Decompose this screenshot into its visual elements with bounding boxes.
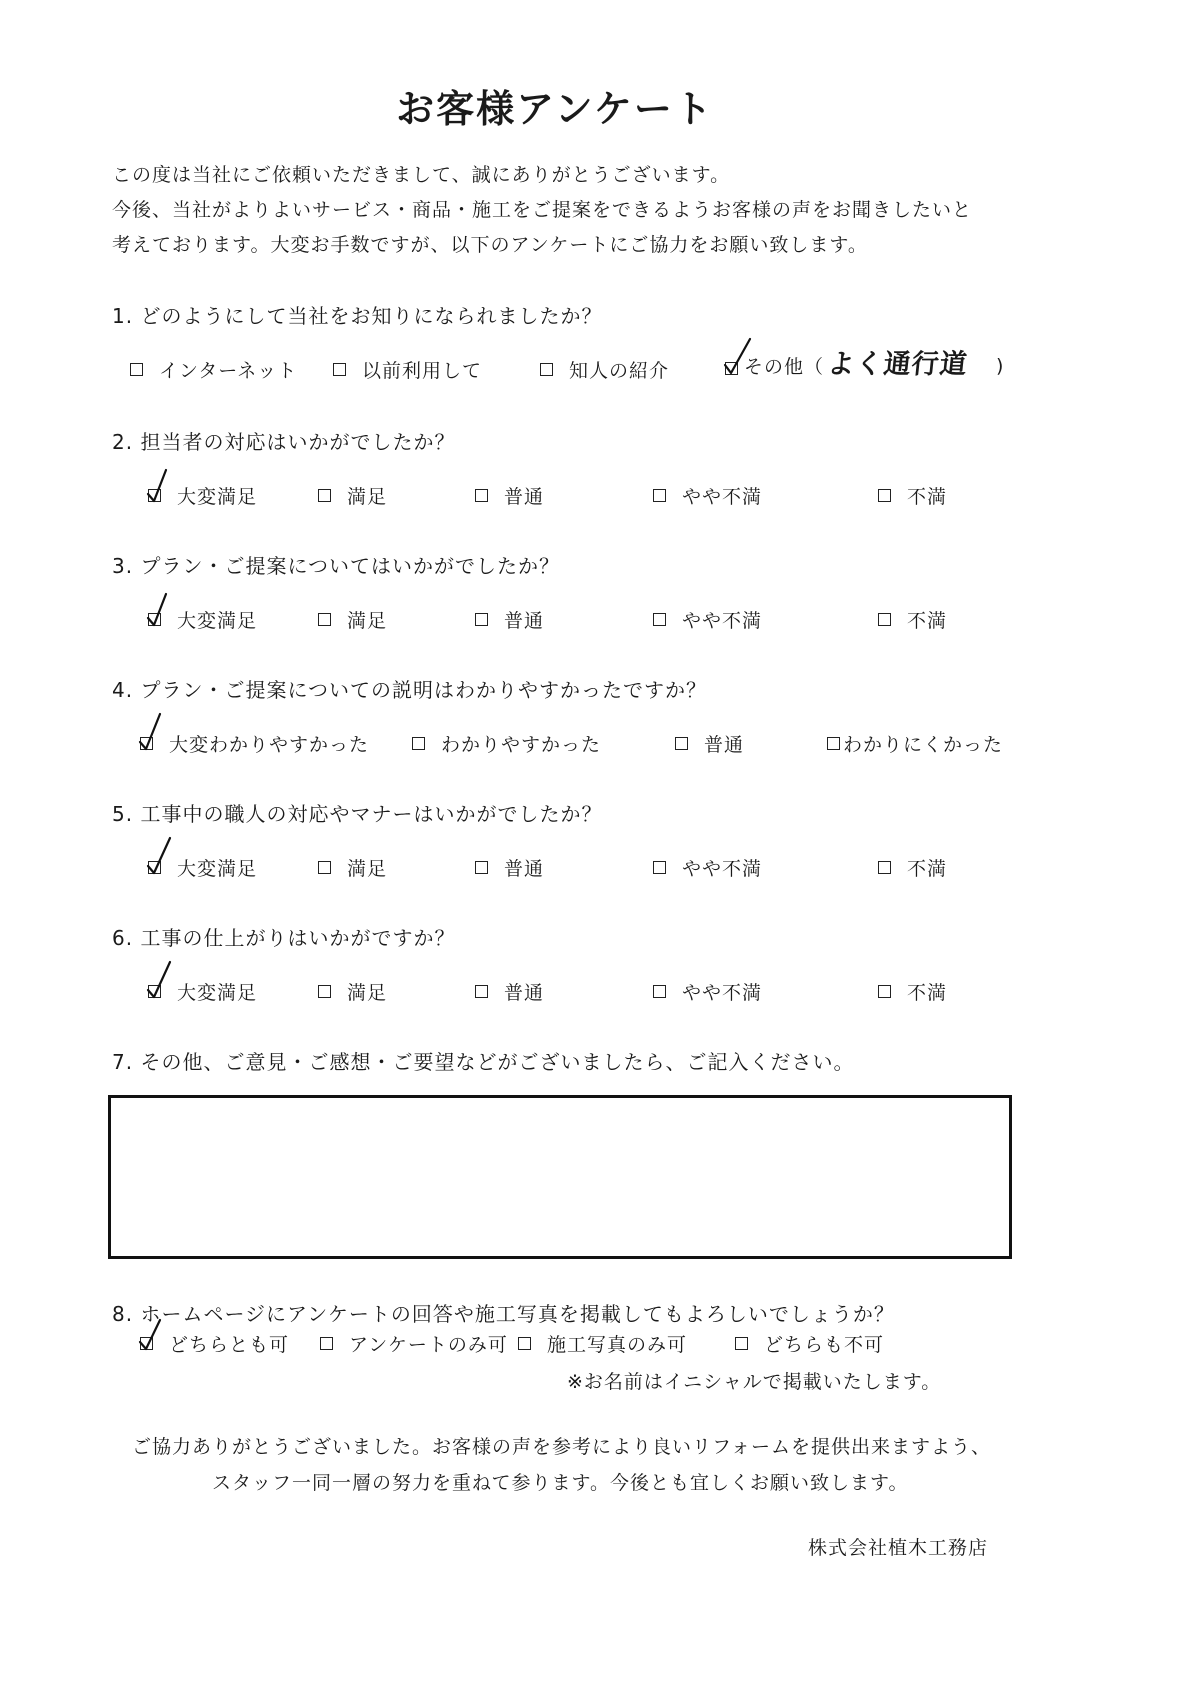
q6-option-very-satisfied[interactable] [148,978,257,1005]
q2-option-somewhat-dissatisfied[interactable] [653,482,762,509]
option-label: 普通 [504,486,545,508]
other-answer-handwritten: よく通行道 [826,349,970,380]
question-5: 5. 工事中の職人の対応やマナーはいかがでしたか？ [112,802,603,826]
q8-option-neither[interactable] [735,1330,884,1357]
q3-option-dissatisfied[interactable] [878,606,947,633]
q1-option-previous-use[interactable] [333,356,482,383]
checkbox-checked[interactable] [148,489,161,502]
checkbox-checked[interactable] [140,1337,153,1350]
option-label: どちらとも可 [169,1334,290,1356]
q8-option-survey-only[interactable] [320,1330,508,1357]
checkbox[interactable] [518,1337,531,1350]
checkbox[interactable] [540,363,553,376]
checkbox[interactable] [318,613,331,626]
option-label: インターネット [159,360,298,382]
question-7: 7. その他、ご意見・ご感想・ご要望などがございましたら、ご記入ください。 [112,1050,855,1074]
checkbox[interactable] [653,489,666,502]
checkbox[interactable] [475,613,488,626]
checkbox[interactable] [735,1337,748,1350]
question-1: 1. どのようにして当社をお知りになられましたか？ [112,304,603,328]
checkbox[interactable] [475,489,488,502]
option-label: やや不満 [682,858,763,880]
option-label: わかりやすかった [441,734,602,756]
option-label: 普通 [704,734,745,756]
checkmark-icon [138,712,168,754]
question-8: 8. ホームページにアンケートの回答や施工写真を掲載してもよろしいでしょうか？ [112,1302,895,1326]
intro-line-2: 今後、当社がよりよいサービス・商品・施工をご提案をできるようお客様の声をお聞きしたいと [112,199,973,221]
option-label: 普通 [504,610,545,632]
checkbox[interactable] [475,861,488,874]
q4-option-clear[interactable] [412,730,601,757]
initials-note: ※お名前はイニシャルで掲載いたします。 [567,1371,942,1393]
option-label: やや不満 [682,486,763,508]
q3-option-somewhat-dissatisfied[interactable] [653,606,762,633]
q5-option-dissatisfied[interactable] [878,854,947,881]
intro-line-3: 考えております。大変お手数ですが、以下のアンケートにご協力をお願い致します。 [112,234,868,256]
checkmark-icon [723,337,753,379]
checkbox[interactable] [320,1337,333,1350]
checkbox[interactable] [318,489,331,502]
q2-option-neutral[interactable] [475,482,544,509]
checkmark-icon [146,836,176,878]
checkbox-checked[interactable] [148,613,161,626]
q5-option-somewhat-dissatisfied[interactable] [653,854,762,881]
checkbox[interactable] [827,737,840,750]
q2-option-dissatisfied[interactable] [878,482,947,509]
checkbox[interactable] [878,985,891,998]
option-label: やや不満 [682,982,763,1004]
checkmark-icon [146,960,176,1002]
q1-option-internet[interactable] [130,356,297,383]
intro-line-1: この度は当社にご依頼いただきまして、誠にありがとうございます。 [112,164,731,186]
q5-option-neutral[interactable] [475,854,544,881]
closing-line-1: ご協力ありがとうございました。お客様の声を参考により良いリフォームを提供出来ますよう、 [132,1436,992,1458]
option-label: 不満 [907,486,948,508]
option-label: その他（ [744,356,825,378]
q3-option-very-satisfied[interactable] [148,606,257,633]
q8-option-both-ok[interactable] [140,1330,289,1357]
option-label: 大変わかりやすかった [169,734,370,756]
option-label: 施工写真のみ可 [547,1334,688,1356]
checkbox[interactable] [878,489,891,502]
checkbox[interactable] [318,985,331,998]
option-label: 不満 [907,982,948,1004]
checkbox-checked[interactable] [148,861,161,874]
q6-option-satisfied[interactable] [318,978,387,1005]
q4-option-very-clear[interactable] [140,730,369,757]
q6-option-somewhat-dissatisfied[interactable] [653,978,762,1005]
q2-option-satisfied[interactable] [318,482,387,509]
checkbox[interactable] [653,861,666,874]
option-label: アンケートのみ可 [349,1334,508,1356]
other-close-paren: ) [996,354,1005,377]
option-label: 大変満足 [177,982,258,1004]
option-label: どちらも不可 [764,1334,885,1356]
checkbox-checked[interactable] [725,362,738,375]
checkmark-icon [138,1312,168,1354]
q2-option-very-satisfied[interactable] [148,482,257,509]
checkbox-checked[interactable] [148,985,161,998]
option-label: 知人の紹介 [569,360,670,382]
option-label: 不満 [907,610,948,632]
q8-option-photos-only[interactable] [518,1330,687,1357]
option-label: わかりにくかった [843,734,1004,756]
checkbox[interactable] [878,861,891,874]
q1-option-other[interactable] [725,350,1004,381]
q4-option-unclear[interactable] [827,730,1003,757]
question-3: 3. プラン・ご提案についてはいかがでしたか？ [112,554,561,578]
option-label: 満足 [347,982,388,1004]
option-label: 大変満足 [177,486,258,508]
option-label: 大変満足 [177,610,258,632]
option-label: 不満 [907,858,948,880]
question-4: 4. プラン・ご提案についての説明はわかりやすかったですか？ [112,678,708,702]
option-label: 満足 [347,610,388,632]
q6-option-neutral[interactable] [475,978,544,1005]
checkmark-icon [146,464,176,506]
closing-line-2: スタッフ一同一層の努力を重ねて参ります。今後とも宜しくお願い致します。 [212,1472,909,1494]
checkbox[interactable] [475,985,488,998]
checkbox[interactable] [318,861,331,874]
q5-option-very-satisfied[interactable] [148,854,257,881]
checkbox[interactable] [878,613,891,626]
option-label: 以前利用して [362,360,483,382]
option-label: 満足 [347,486,388,508]
page-title: お客様アンケート [396,87,714,131]
q3-option-satisfied[interactable] [318,606,387,633]
option-label: やや不満 [682,610,763,632]
checkbox[interactable] [333,363,346,376]
checkbox[interactable] [130,363,143,376]
option-label: 大変満足 [177,858,258,880]
option-label: 普通 [504,982,545,1004]
comment-textarea[interactable] [108,1095,1012,1259]
q4-option-neutral[interactable] [675,730,744,757]
q6-option-dissatisfied[interactable] [878,978,947,1005]
option-label: 満足 [347,858,388,880]
checkbox[interactable] [412,737,425,750]
question-2: 2. 担当者の対応はいかがでしたか？ [112,430,456,454]
option-label: 普通 [504,858,545,880]
q3-option-neutral[interactable] [475,606,544,633]
checkbox-checked[interactable] [140,737,153,750]
checkbox[interactable] [653,613,666,626]
checkmark-icon [146,588,176,630]
checkbox[interactable] [675,737,688,750]
company-name: 株式会社植木工務店 [808,1537,989,1559]
q5-option-satisfied[interactable] [318,854,387,881]
checkbox[interactable] [653,985,666,998]
question-6: 6. 工事の仕上がりはいかがですか？ [112,926,456,950]
q1-option-referral[interactable] [540,356,669,383]
